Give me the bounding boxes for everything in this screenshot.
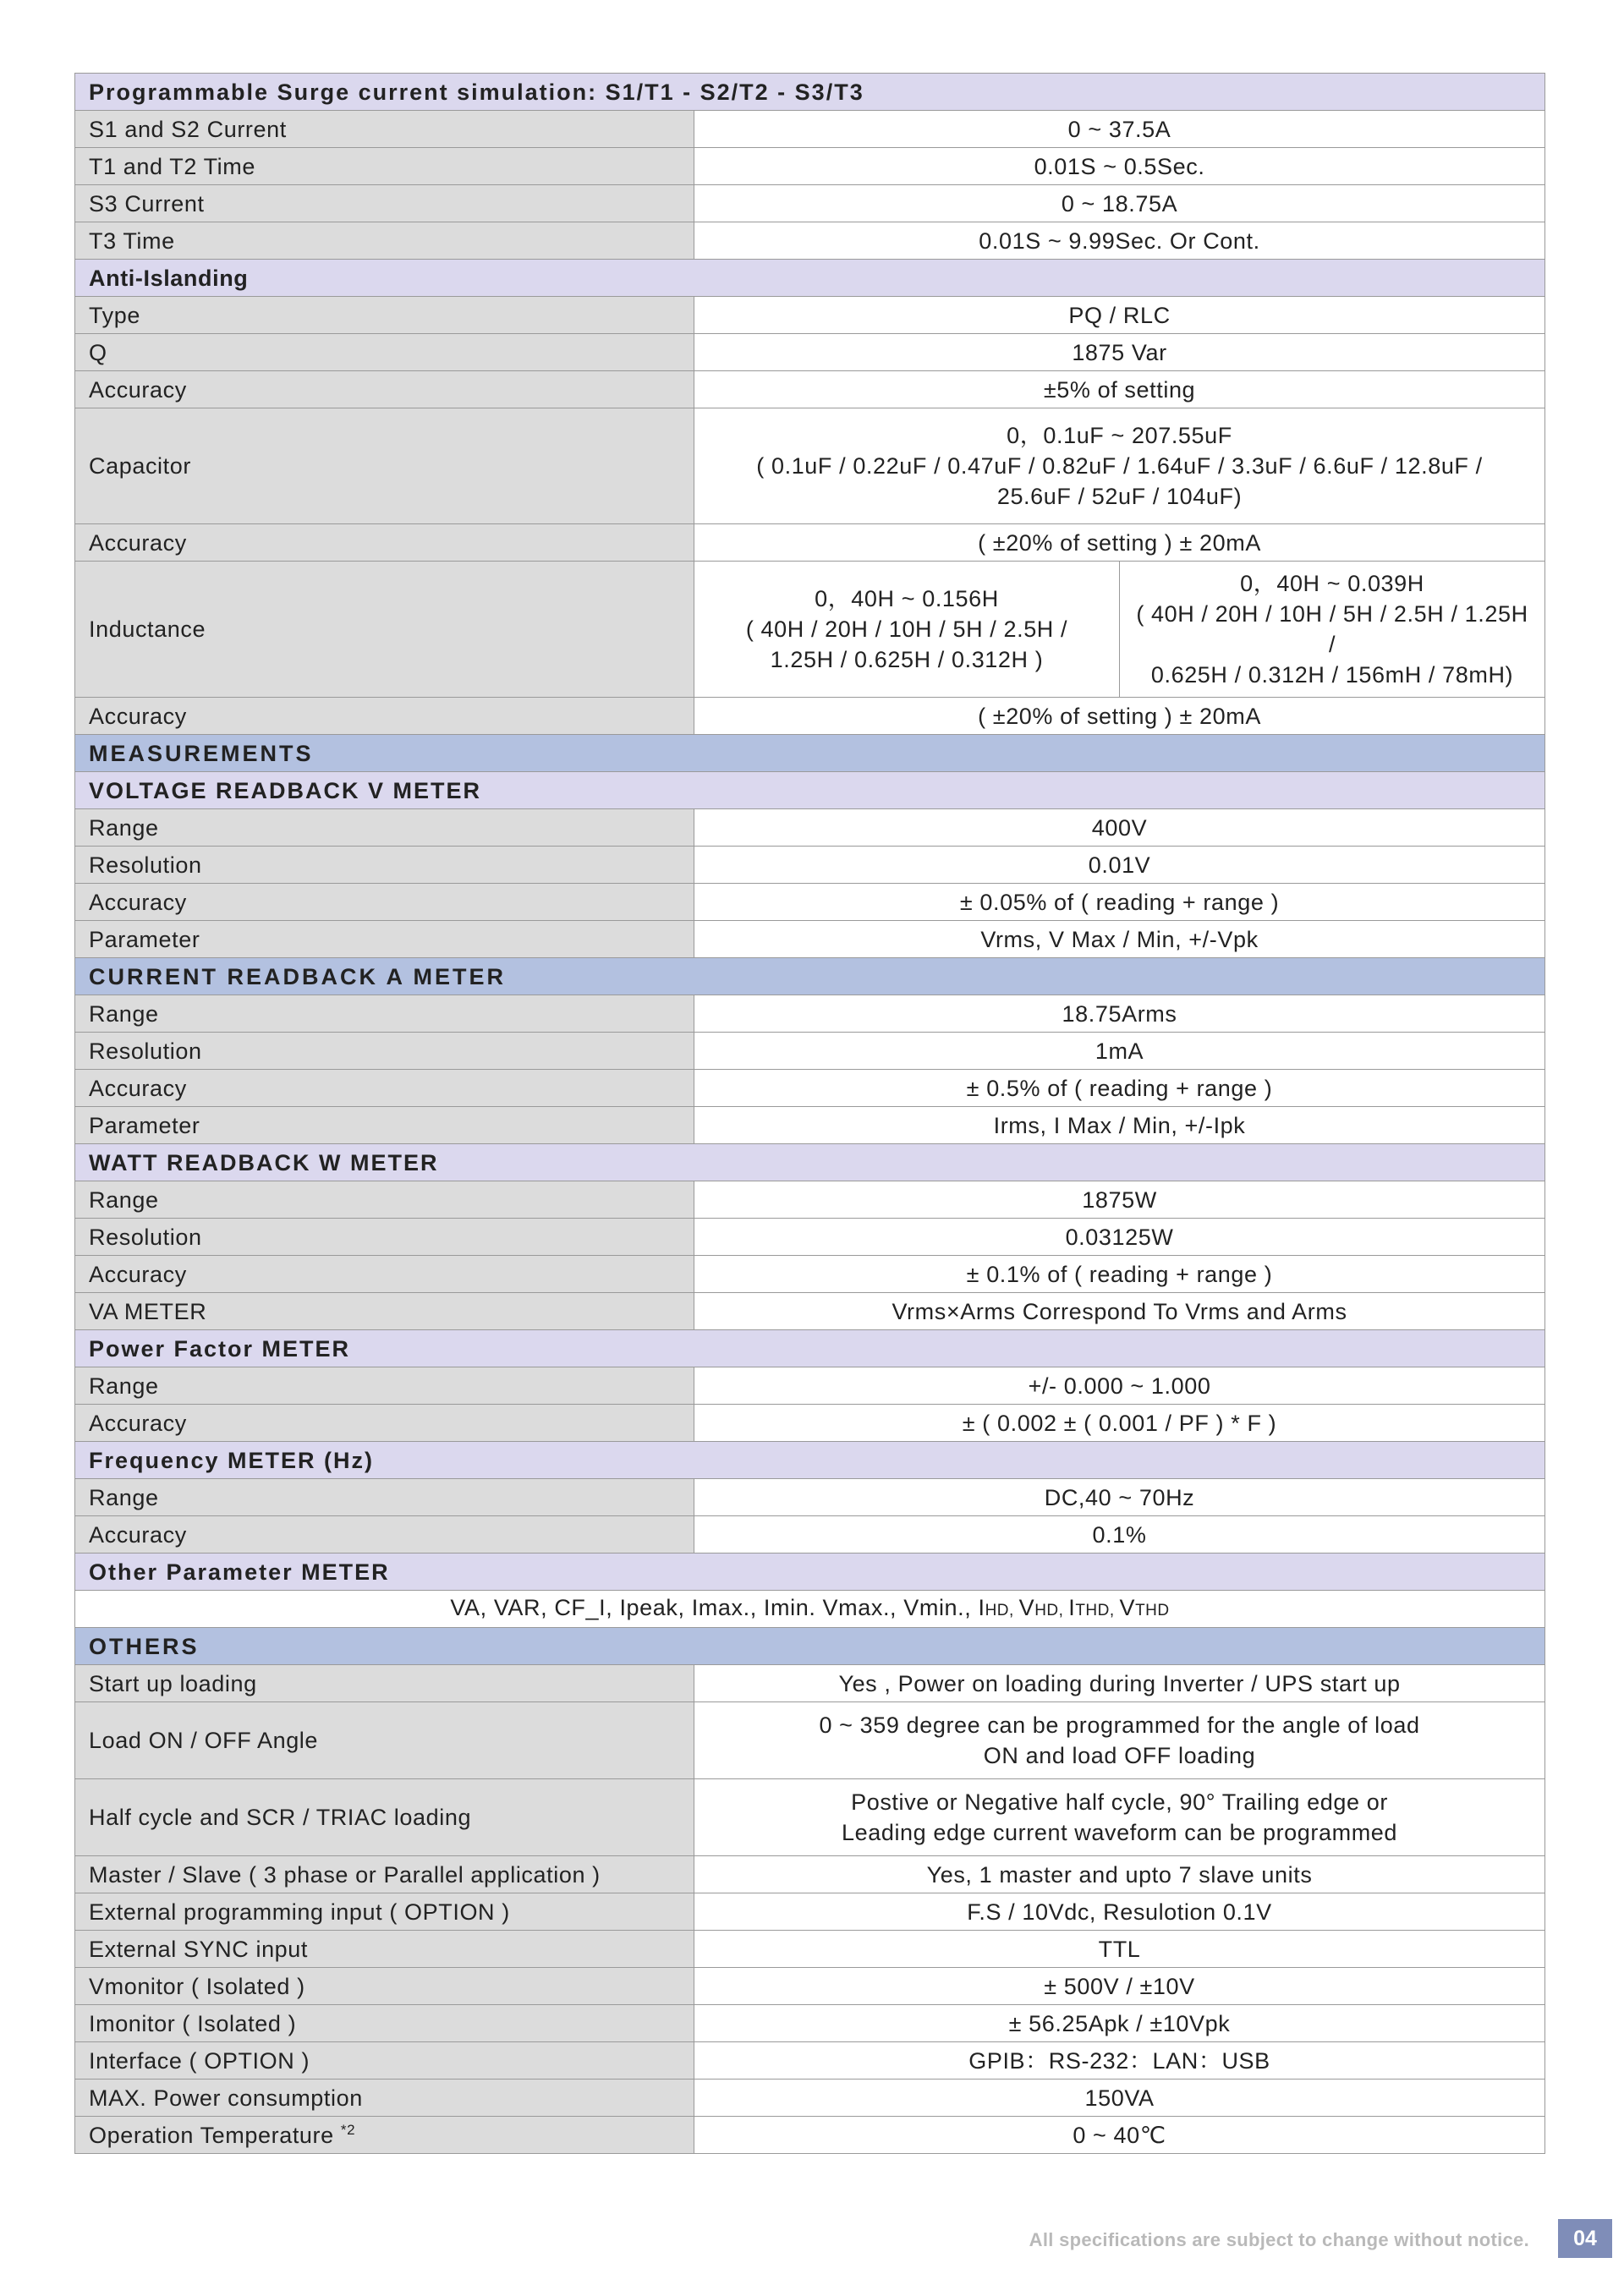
- row-value: 0.01S ~ 9.99Sec. Or Cont.: [694, 222, 1545, 260]
- row-label: MAX. Power consumption: [75, 2080, 694, 2117]
- row-value: 0 ~ 40℃: [694, 2117, 1545, 2154]
- row-label: Q: [75, 334, 694, 371]
- row-value: GPIB：RS-232：LAN：USB: [694, 2042, 1545, 2080]
- harmonic-symbol: V: [1018, 1594, 1035, 1620]
- table-row: [75, 1219, 1545, 1256]
- row-value: 0 ~ 37.5A: [694, 111, 1545, 148]
- row-label: Range: [75, 1367, 694, 1405]
- section-title: MEASUREMENTS: [75, 735, 1545, 772]
- row-value-right: 0，40H ~ 0.039H ( 40H / 20H / 10H / 5H / 2.5H / 1.25H / 0.625H / 0.312H / 156mH / 78mH): [1120, 562, 1545, 698]
- row-label: T3 Time: [75, 222, 694, 260]
- table-row: [75, 562, 1545, 698]
- row-value: Postive or Negative half cycle, 90° Trailing edge or Leading edge current waveform can be programmed: [694, 1779, 1545, 1856]
- row-label: Parameter: [75, 1107, 694, 1144]
- row-value: 400V: [694, 809, 1545, 847]
- row-label: Accuracy: [75, 1256, 694, 1293]
- row-label: Accuracy: [75, 1405, 694, 1442]
- row-value: ± ( 0.002 ± ( 0.001 / PF ) * F ): [694, 1405, 1545, 1442]
- row-label-text: Operation Temperature: [89, 2122, 334, 2148]
- table-row: [75, 1702, 1545, 1779]
- row-label: S3 Current: [75, 185, 694, 222]
- table-row: [75, 2005, 1545, 2042]
- table-row: [75, 1070, 1545, 1107]
- section-title: Power Factor METER: [75, 1330, 1545, 1367]
- section-title: VOLTAGE READBACK V METER: [75, 772, 1545, 809]
- section-header-other-parameter: [75, 1553, 1545, 1591]
- table-row: [75, 1293, 1545, 1330]
- table-row: [75, 1107, 1545, 1144]
- row-label: S1 and S2 Current: [75, 111, 694, 148]
- section-title: Anti-Islanding: [75, 260, 1545, 297]
- harmonic-symbol: V: [1119, 1594, 1136, 1620]
- table-row: [75, 222, 1545, 260]
- row-label: Accuracy: [75, 524, 694, 562]
- spec-table: [74, 73, 1545, 2154]
- table-row: [75, 1033, 1545, 1070]
- table-row: [75, 185, 1545, 222]
- table-row: [75, 1968, 1545, 2005]
- row-label: Range: [75, 995, 694, 1033]
- section-header-current: [75, 958, 1545, 995]
- table-row: [75, 1591, 1545, 1628]
- row-value: 150VA: [694, 2080, 1545, 2117]
- section-header-power-factor: [75, 1330, 1545, 1367]
- row-label: Resolution: [75, 1219, 694, 1256]
- row-label: Resolution: [75, 847, 694, 884]
- row-label: Inductance: [75, 562, 694, 698]
- table-row: [75, 1856, 1545, 1893]
- row-value: Yes, 1 master and upto 7 slave units: [694, 1856, 1545, 1893]
- table-row: [75, 1665, 1545, 1702]
- row-label: Accuracy: [75, 1070, 694, 1107]
- row-value: 0.03125W: [694, 1219, 1545, 1256]
- footer-disclaimer: All specifications are subject to change without notice.: [1029, 2229, 1529, 2250]
- section-header-frequency: [75, 1442, 1545, 1479]
- section-title: OTHERS: [75, 1628, 1545, 1665]
- row-label: Half cycle and SCR / TRIAC loading: [75, 1779, 694, 1856]
- table-row: [75, 995, 1545, 1033]
- row-value: F.S / 10Vdc, Resulotion 0.1V: [694, 1893, 1545, 1931]
- table-row: [75, 2117, 1545, 2154]
- section-title: WATT READBACK W METER: [75, 1144, 1545, 1181]
- harmonic-subscript: THD: [1135, 1601, 1170, 1619]
- row-label: Master / Slave ( 3 phase or Parallel application ): [75, 1856, 694, 1893]
- row-value: 0 ~ 18.75A: [694, 185, 1545, 222]
- row-value: 0.01S ~ 0.5Sec.: [694, 148, 1545, 185]
- footnote-marker: *2: [340, 2121, 356, 2138]
- section-header-surge: [75, 74, 1545, 111]
- row-value: ± 0.05% of ( reading + range ): [694, 884, 1545, 921]
- row-label: Accuracy: [75, 371, 694, 408]
- row-value: ( ±20% of setting ) ± 20mA: [694, 698, 1545, 735]
- other-parameter-text: VA, VAR, CF_I, Ipeak, Imax., Imin. Vmax., Vmin.,: [450, 1594, 979, 1620]
- table-row: [75, 1893, 1545, 1931]
- row-value: Vrms×Arms Correspond To Vrms and Arms: [694, 1293, 1545, 1330]
- harmonic-subscript: HD: [985, 1601, 1010, 1619]
- row-label: Type: [75, 297, 694, 334]
- row-label: Start up loading: [75, 1665, 694, 1702]
- table-row: [75, 524, 1545, 562]
- table-row: [75, 148, 1545, 185]
- row-value: 0.01V: [694, 847, 1545, 884]
- row-label: Accuracy: [75, 698, 694, 735]
- row-value: DC,40 ~ 70Hz: [694, 1479, 1545, 1516]
- table-row: [75, 2042, 1545, 2080]
- table-row: [75, 1516, 1545, 1553]
- row-label: Load ON / OFF Angle: [75, 1702, 694, 1779]
- harmonic-symbol: I: [978, 1594, 985, 1620]
- table-row: [75, 1479, 1545, 1516]
- row-label: VA METER: [75, 1293, 694, 1330]
- row-value: 0，0.1uF ~ 207.55uF ( 0.1uF / 0.22uF / 0.47uF / 0.82uF / 1.64uF / 3.3uF / 6.6uF / 12.8uF / 25.6uF / 52uF / 104uF): [694, 408, 1545, 524]
- section-title: Other Parameter METER: [75, 1553, 1545, 1591]
- row-value: ± 0.1% of ( reading + range ): [694, 1256, 1545, 1293]
- section-header-others: [75, 1628, 1545, 1665]
- row-label: Range: [75, 1181, 694, 1219]
- table-row: [75, 334, 1545, 371]
- row-value: 0 ~ 359 degree can be programmed for the angle of load ON and load OFF loading: [694, 1702, 1545, 1779]
- page-number: 04: [1558, 2219, 1612, 2258]
- row-label: Resolution: [75, 1033, 694, 1070]
- row-value: ± 500V / ±10V: [694, 1968, 1545, 2005]
- table-row: [75, 698, 1545, 735]
- row-value: ± 0.5% of ( reading + range ): [694, 1070, 1545, 1107]
- row-value: Vrms, V Max / Min, +/-Vpk: [694, 921, 1545, 958]
- table-row: [75, 884, 1545, 921]
- table-row: [75, 408, 1545, 524]
- row-value: 1mA: [694, 1033, 1545, 1070]
- row-value: Irms, I Max / Min, +/-Ipk: [694, 1107, 1545, 1144]
- other-parameter-value: VA, VAR, CF_I, Ipeak, Imax., Imin. Vmax., Vmin., IHD, VHD, ITHD, VTHD: [75, 1591, 1545, 1628]
- row-value: Yes , Power on loading during Inverter / UPS start up: [694, 1665, 1545, 1702]
- row-value: 1875 Var: [694, 334, 1545, 371]
- row-value: TTL: [694, 1931, 1545, 1968]
- row-label: T1 and T2 Time: [75, 148, 694, 185]
- section-title: Frequency METER (Hz): [75, 1442, 1545, 1479]
- table-row: [75, 847, 1545, 884]
- row-label: Interface ( OPTION ): [75, 2042, 694, 2080]
- section-header-anti-islanding: [75, 260, 1545, 297]
- table-row: [75, 1367, 1545, 1405]
- row-value: 18.75Arms: [694, 995, 1545, 1033]
- row-label: Parameter: [75, 921, 694, 958]
- table-row: [75, 1181, 1545, 1219]
- row-label: External programming input ( OPTION ): [75, 1893, 694, 1931]
- table-row: [75, 1256, 1545, 1293]
- table-row: [75, 921, 1545, 958]
- row-label: Vmonitor ( Isolated ): [75, 1968, 694, 2005]
- row-label: External SYNC input: [75, 1931, 694, 1968]
- table-row: [75, 1405, 1545, 1442]
- table-row: [75, 1931, 1545, 1968]
- row-value: ±5% of setting: [694, 371, 1545, 408]
- section-title: Programmable Surge current simulation: S1/T1 - S2/T2 - S3/T3: [75, 74, 1545, 111]
- row-value: ± 56.25Apk / ±10Vpk: [694, 2005, 1545, 2042]
- table-row: [75, 2080, 1545, 2117]
- section-header-watt: [75, 1144, 1545, 1181]
- section-header-voltage: [75, 772, 1545, 809]
- harmonic-subscript: THD: [1075, 1601, 1110, 1619]
- row-value: +/- 0.000 ~ 1.000: [694, 1367, 1545, 1405]
- table-row: [75, 809, 1545, 847]
- harmonic-symbol: I: [1068, 1594, 1076, 1620]
- row-value: ( ±20% of setting ) ± 20mA: [694, 524, 1545, 562]
- row-label: Range: [75, 1479, 694, 1516]
- row-value: 0.1%: [694, 1516, 1545, 1553]
- row-value: PQ / RLC: [694, 297, 1545, 334]
- section-header-measurements: [75, 735, 1545, 772]
- row-label: Accuracy: [75, 1516, 694, 1553]
- row-label: [75, 2117, 694, 2154]
- table-row: [75, 297, 1545, 334]
- row-value: 1875W: [694, 1181, 1545, 1219]
- row-label: Capacitor: [75, 408, 694, 524]
- row-value-left: 0，40H ~ 0.156H ( 40H / 20H / 10H / 5H / 2.5H / 1.25H / 0.625H / 0.312H ): [694, 562, 1120, 698]
- row-label: Range: [75, 809, 694, 847]
- table-row: [75, 1779, 1545, 1856]
- row-label: Accuracy: [75, 884, 694, 921]
- table-row: [75, 371, 1545, 408]
- section-title: CURRENT READBACK A METER: [75, 958, 1545, 995]
- row-label: Imonitor ( Isolated ): [75, 2005, 694, 2042]
- harmonic-subscript: HD: [1034, 1601, 1059, 1619]
- table-row: [75, 111, 1545, 148]
